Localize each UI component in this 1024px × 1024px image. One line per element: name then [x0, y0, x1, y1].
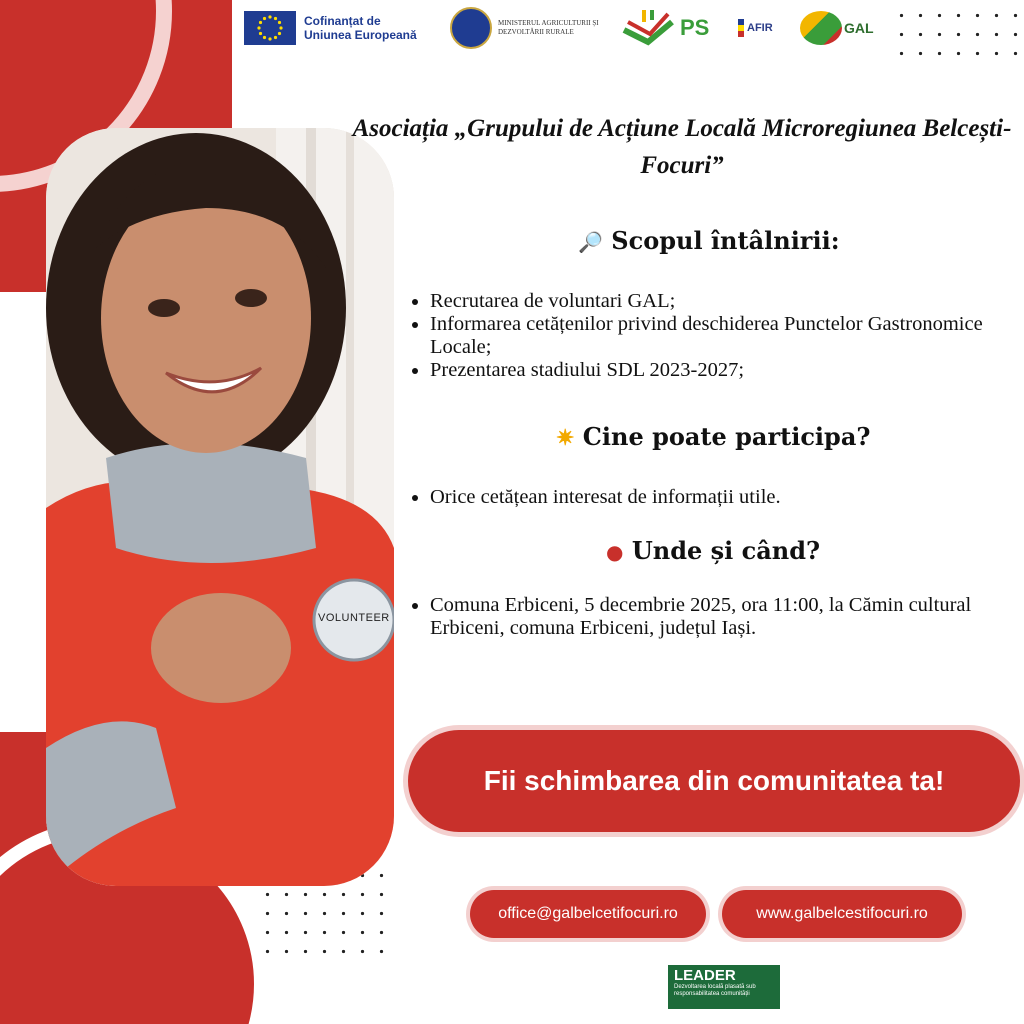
decor-dot-grid-top — [892, 6, 1022, 66]
ps-stripes-icon — [622, 8, 674, 48]
leader-subtitle-line2: responsabilitatea comunității — [674, 991, 750, 997]
magnifier-icon: 🔎 — [578, 230, 603, 254]
list-item: • Prezentarea stadiului SDL 2023-2027; — [430, 359, 1024, 382]
gal-emblem-icon — [800, 11, 842, 45]
star-icon: ✷ — [556, 425, 575, 451]
ministry-logo — [450, 6, 599, 50]
volunteer-badge-label: VOLUNTEER — [318, 612, 390, 624]
eu-text-line1: Cofinanțat de — [304, 14, 381, 28]
list-item: • Comuna Erbiceni, 5 decembrie 2025, ora 11:00, la Cămin cultural Erbiceni, comuna Erbiceni, județul Iași. — [430, 594, 1024, 640]
eu-flag-icon — [244, 11, 296, 45]
ministry-text-line1: MINISTERUL AGRICULTURII ȘI — [498, 19, 599, 27]
email-link[interactable]: office@galbelcetifocuri.ro — [470, 890, 706, 938]
eu-logo — [244, 6, 417, 50]
volunteer-photo — [46, 128, 394, 886]
list-item: • Orice cetățean interesat de informații utile. — [430, 486, 1024, 509]
website-link[interactable]: www.galbelcestifocuri.ro — [722, 890, 962, 938]
leader-subtitle-line1: Dezvoltarea locală plasată sub — [674, 984, 756, 990]
gal-logo — [800, 6, 874, 50]
afir-logo — [738, 6, 773, 50]
organization-title: Asociația „Grupului de Acțiune Locală Microregiunea Belcești-Focuri” — [352, 115, 1012, 179]
eu-text-line2: Uniunea Europeană — [304, 28, 417, 42]
scope-list — [410, 290, 1024, 382]
partner-logos — [244, 6, 884, 50]
volunteer-illustration — [46, 128, 394, 886]
ministry-text-line2: DEZVOLTĂRII RURALE — [498, 28, 574, 36]
list-item: • Recrutarea de voluntari GAL; — [430, 290, 1024, 313]
section-where-title — [606, 536, 820, 565]
where-list — [410, 594, 1024, 640]
leader-logo — [668, 965, 780, 1009]
afir-logo-text: AFIR — [747, 22, 773, 34]
ministry-seal-icon — [450, 7, 492, 49]
leader-title: LEADER — [674, 967, 736, 984]
where-title-text: Unde și când? — [631, 536, 821, 565]
who-list — [410, 486, 1024, 509]
scope-title-text: Scopul întâlnirii: — [611, 226, 840, 255]
who-title-text: Cine poate participa? — [582, 422, 871, 451]
call-to-action-banner: Fii schimbarea din comunitatea ta! — [408, 730, 1020, 832]
list-item: • Informarea cetățenilor privind deschiderea Punctelor Gastronomice Locale; — [430, 313, 1024, 359]
ps-logo-text: PS — [680, 15, 710, 40]
pin-icon: ● — [606, 540, 624, 564]
gal-logo-text: GAL — [844, 20, 874, 36]
section-scope-title — [578, 226, 840, 255]
afir-flag-icon — [738, 19, 744, 37]
section-who-title — [556, 422, 870, 451]
ps-logo — [622, 6, 709, 50]
